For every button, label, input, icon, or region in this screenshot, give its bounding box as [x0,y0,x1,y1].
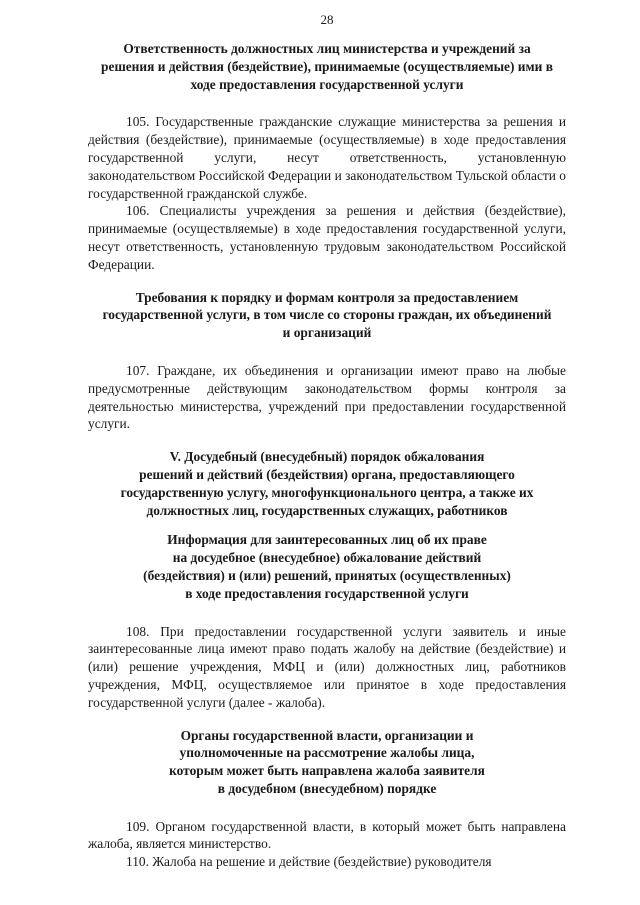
heading-line: решений и действий (бездействия) органа, предоставляющего [139,466,515,482]
heading-line: ходе предоставления государственной услуги [190,76,464,92]
heading-line: на досудебное (внесудебное) обжалование действий [172,550,482,566]
heading-line: государственной услуги, в том числе со стороны граждан, их объединений [102,307,552,323]
heading-line: Информация для заинтересованных лиц об их праве [167,532,487,548]
paragraph-105: 105. Государственные гражданские служащие министерства за решения и действия (бездействие), принимаемые (осуществляемые) в ходе предоставления государственной услуги, несут ответственность, установленную законодательством Российской Федерации и законодательством Тульской области о государственной гражданской службе. [88,114,566,201]
chapter-heading-v [88,448,566,519]
paragraph-108: 108. При предоставлении государственной услуги заявитель и иные заинтересованные лица имеют право подать жалобу на действие (бездействие) и (или) решение учреждения, МФЦ и (или) должностных лиц, работников учреждения, МФЦ, осуществляемое или принятое в ходе предоставления государственной услуги (далее - жалоба). [88,623,566,710]
document-page [88,12,566,871]
section-heading-responsibility [88,40,566,93]
heading-line: Ответственность должностных лиц министерства и учреждений за [123,41,531,56]
heading-line: решения и действия (бездействие), принимаемые (осуществляемые) ими в [101,58,553,74]
paragraph-109: 109. Органом государственной власти, в который может быть направлена жалоба, является министерство. [88,818,566,852]
paragraph-106: 106. Специалисты учреждения за решения и действия (бездействие), принимаемые (осуществляемые) в ходе предоставления государственной услуги, несут ответственность, установленную трудовым законодательством Российской Федерации. [88,203,566,272]
heading-line: (бездействия) и (или) решений, принятых (осуществленных) [143,567,511,583]
page-number: 28 [320,12,334,27]
heading-line: V. Досудебный (внесудебный) порядок обжалования [169,449,485,465]
heading-line: Требования к порядку и формам контроля за предоставлением [135,289,519,305]
heading-line: в досудебном (внесудебном) порядке [217,780,437,796]
heading-line: уполномоченные на рассмотрение жалобы лица, [179,745,475,761]
paragraph-107: 107. Граждане, их объединения и организации имеют право на любые предусмотренные действующим законодательством формы контроля за деятельностью министерства, учреждений при предоставлении государственной услуги. [88,362,566,432]
heading-line: государственную услугу, многофункционального центра, а также их [120,484,534,500]
heading-line: Органы государственной власти, организации и [180,727,474,743]
section-heading-control-requirements [88,289,566,342]
section-heading-authorities [88,727,566,798]
heading-line: в ходе предоставления государственной услуги [185,585,469,601]
heading-line: и организаций [282,325,372,341]
heading-line: должностных лиц, государственных служащих, работников [146,502,508,518]
heading-line: которым может быть направлена жалоба заявителя [169,763,485,779]
paragraph-110: 110. Жалоба на решение и действие (бездействие) руководителя [126,854,492,870]
section-heading-appeal-rights [88,531,566,602]
